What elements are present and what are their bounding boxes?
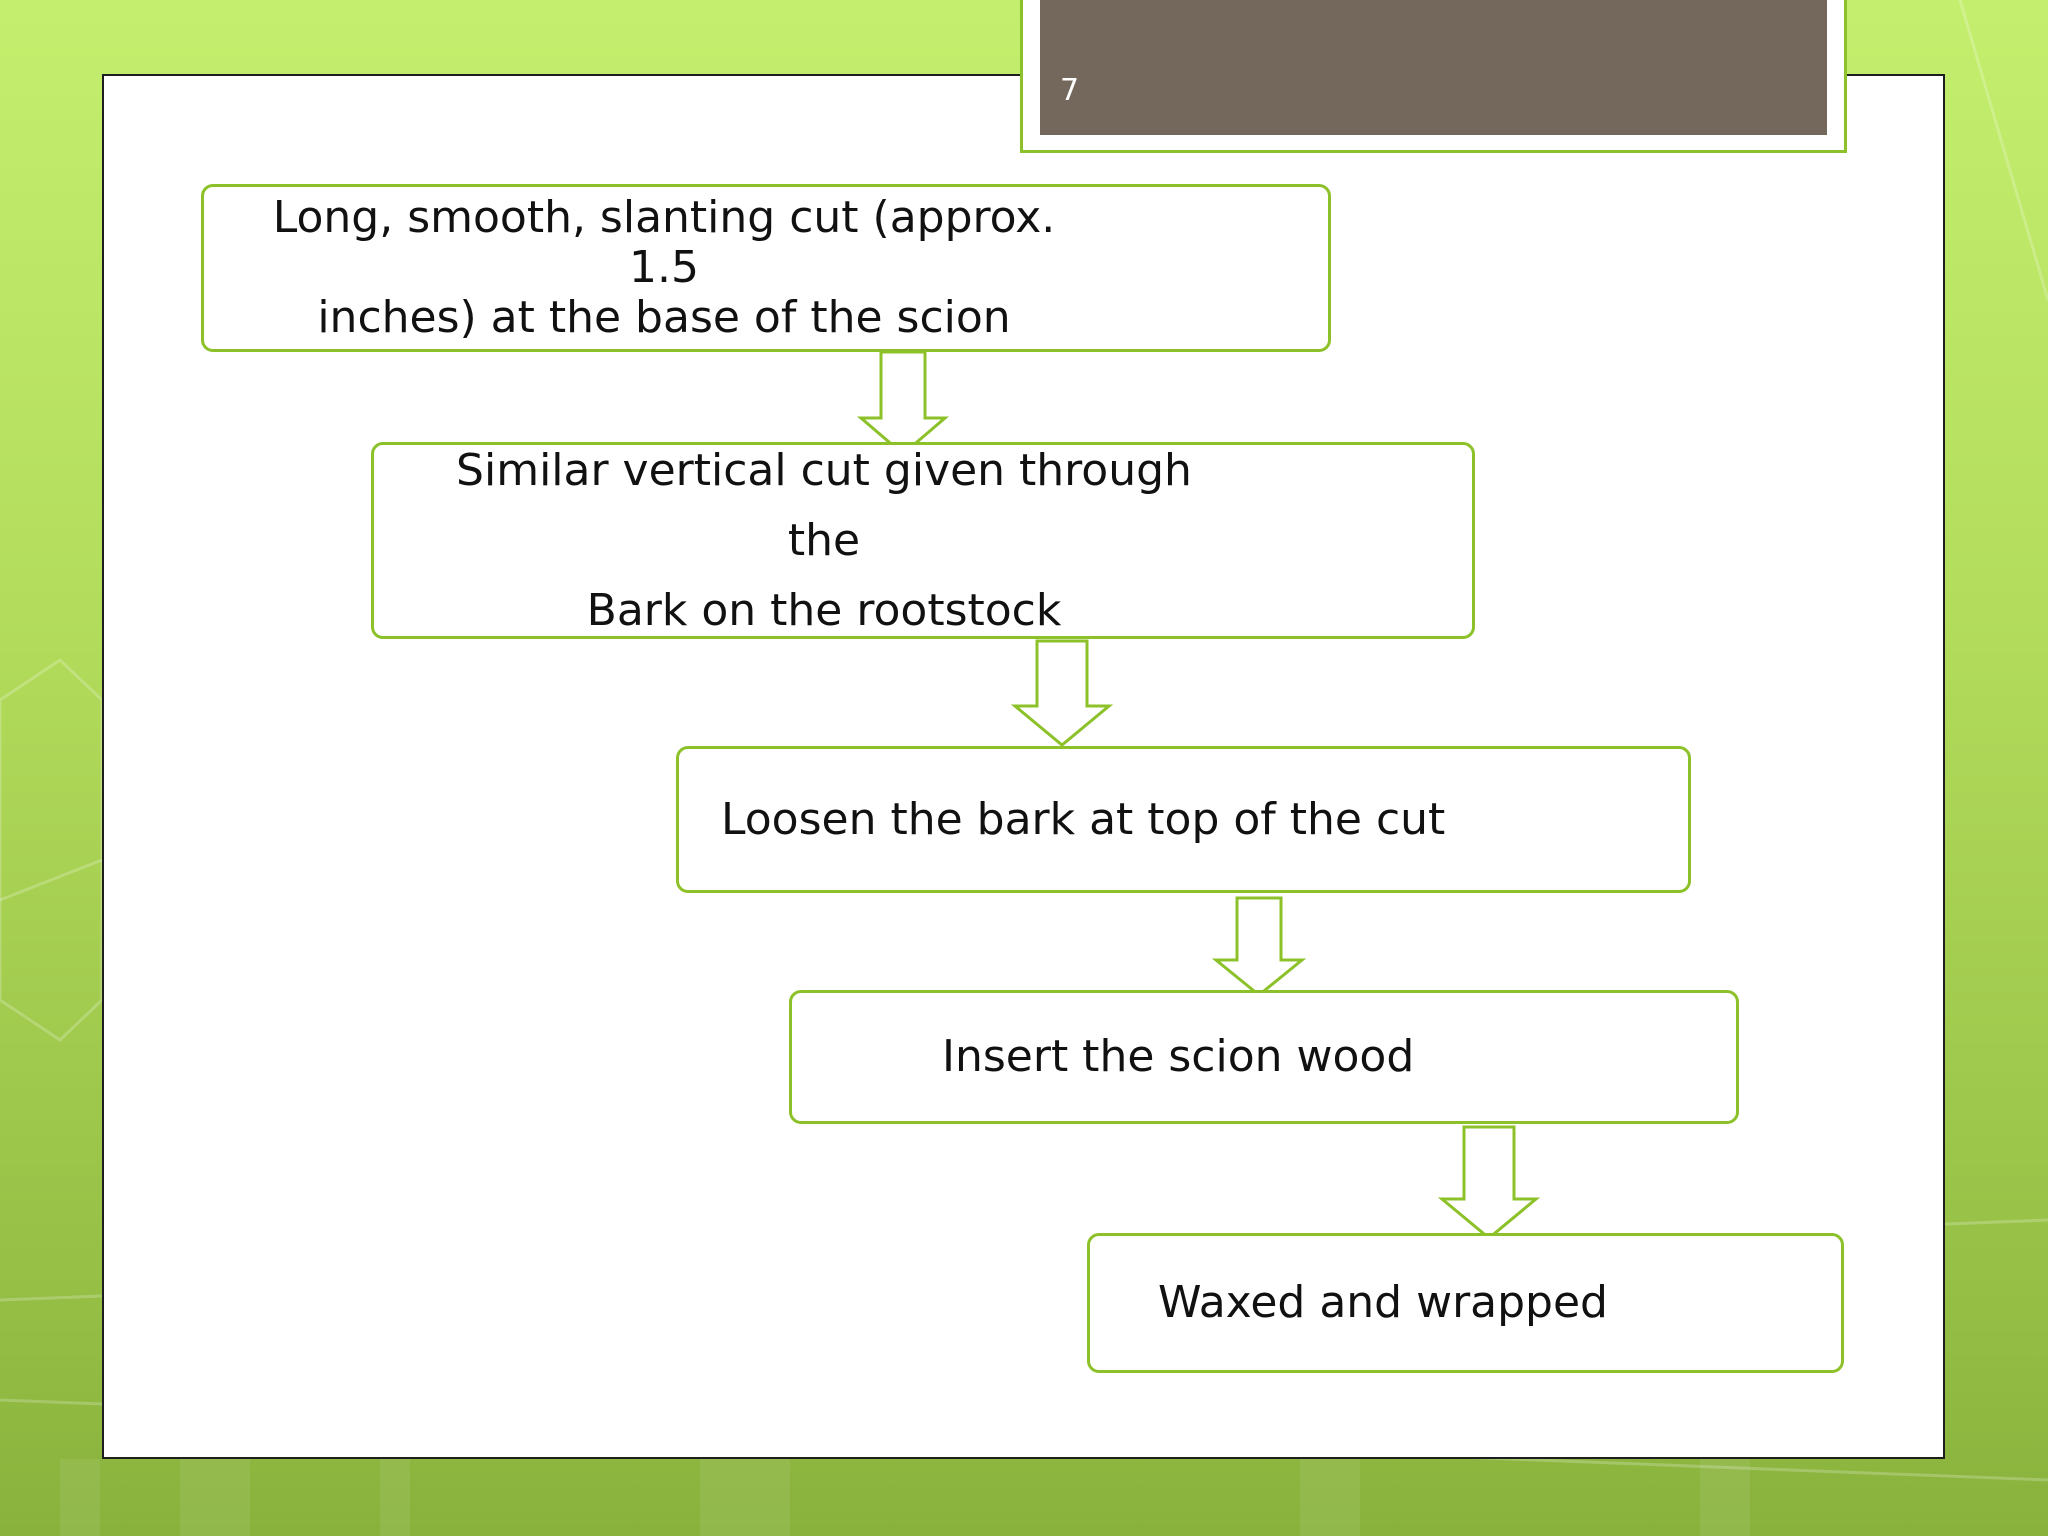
flow-step-4-label: Insert the scion wood: [942, 1031, 1415, 1082]
flow-step-5-label: Waxed and wrapped: [1158, 1277, 1608, 1328]
flow-step-2-label: Similar vertical cut given through the Bark on the rootstock: [456, 444, 1192, 636]
flow-step-4-box: [789, 990, 1739, 1124]
flow-arrow-4: [1442, 1127, 1536, 1238]
slide-number: 7: [1060, 73, 1080, 108]
flow-step-1-label: Long, smooth, slanting cut (approx. 1.5 inches) at the base of the scion: [272, 192, 1056, 343]
flow-step-1-box: [201, 184, 1331, 352]
flow-arrow-3: [1216, 898, 1302, 995]
flow-step-2-box: [371, 442, 1475, 639]
flow-arrow-2: [1015, 641, 1109, 745]
flow-step-3-box: [676, 746, 1691, 893]
flow-step-3-label: Loosen the bark at top of the cut: [721, 793, 1446, 845]
flow-step-5-box: [1087, 1233, 1844, 1373]
